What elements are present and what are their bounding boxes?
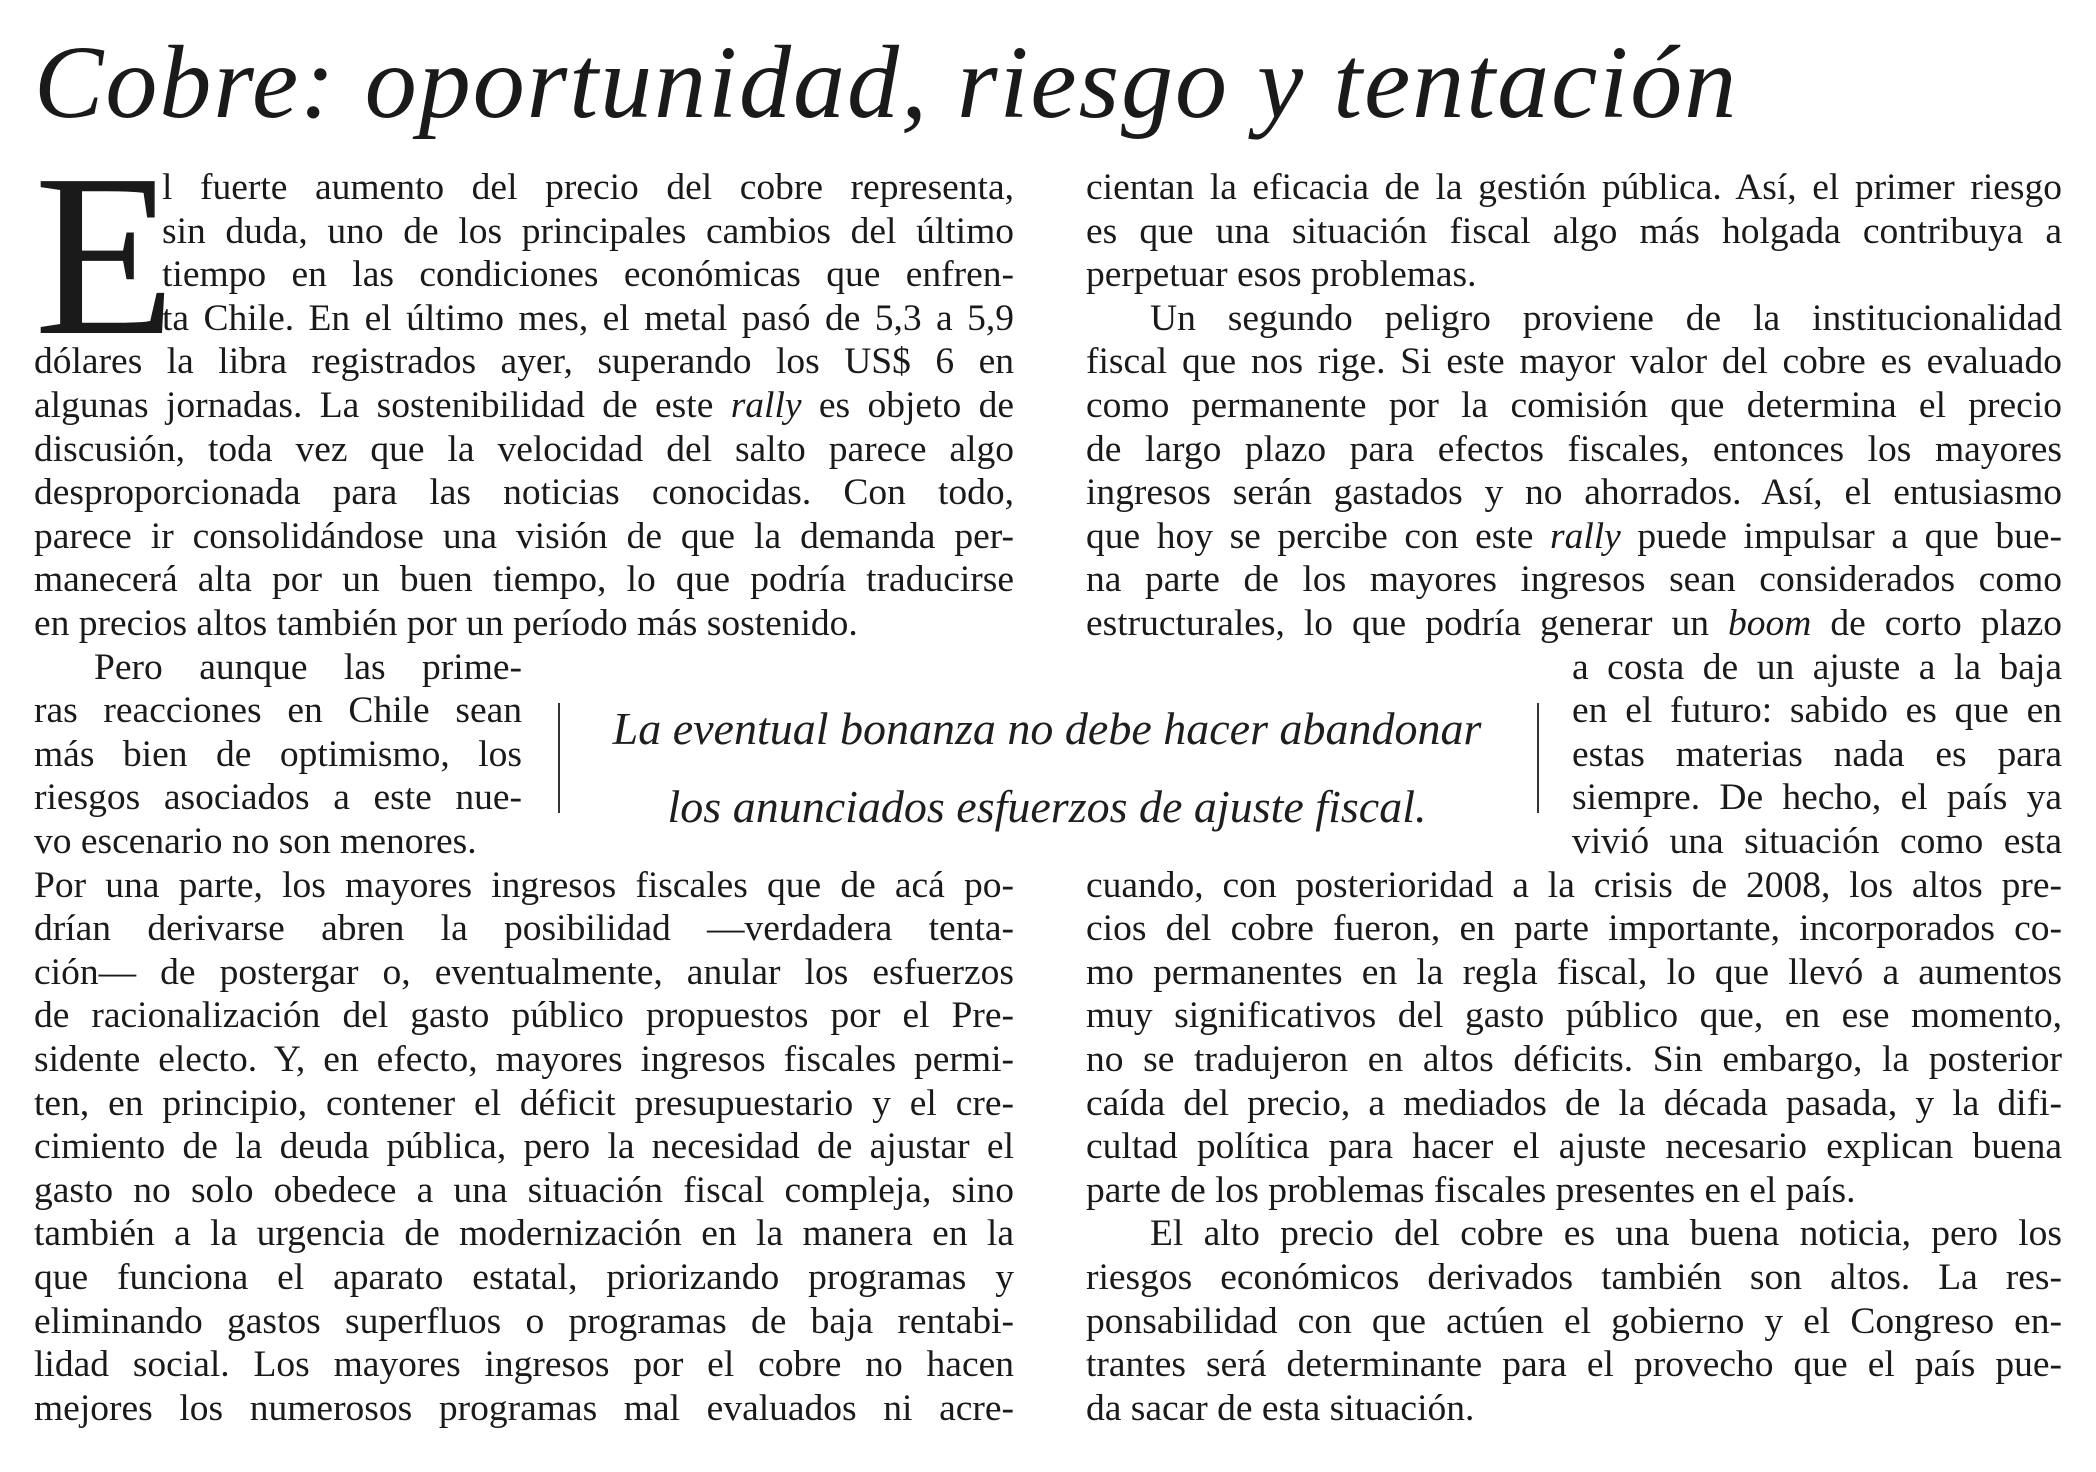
left-column-line-18: drían derivarse abren la posibilidad —verdadera tenta- (34, 908, 1014, 950)
right-column-line-21: no se tradujeron en altos déficits. Sin embargo, la posterior (1086, 1039, 2062, 1080)
left-column-line-20: de racionalización del gasto público propuestos por el Pre- (34, 995, 1014, 1037)
right-column-line-8: ingresos serán gastados y no ahorrados. Así, el entusiasmo (1086, 472, 2062, 514)
left-column-line-6: algunas jornadas. La sostenibilidad de este rally es objeto de (34, 385, 1014, 426)
left-column-line-27: eliminando gastos superfluos o programas de baja rentabi- (34, 1300, 1014, 1342)
left-column-line-19: ción— de postergar o, eventualmente, anular los esfuerzos (34, 951, 1014, 993)
left-column-line-17: Por una parte, los mayores ingresos fiscales que de acá po- (34, 864, 1014, 906)
pull-quote (562, 690, 1532, 846)
drop-cap: E (34, 127, 176, 384)
right-column-line-7: de largo plazo para efectos fiscales, entonces los mayores (1086, 428, 2062, 470)
right-column-line-18: cios del cobre fueron, en parte importante, incorporados co- (1086, 908, 2062, 950)
right-column-line-11: estructurales, lo que podría generar un boom de corto plazo (1086, 603, 2062, 644)
pull-quote-line-1: La eventual bonanza no debe hacer abandonar (612, 703, 1482, 754)
right-column-line-17: cuando, con posterioridad a la crisis de 2008, los altos pre- (1086, 864, 2062, 906)
right-column-line-15: siempre. De hecho, el país ya (1572, 777, 2062, 819)
left-column-line-14: más bien de optimismo, los (34, 733, 522, 775)
left-column-line-5: dólares la libra registrados ayer, superando los US$ 6 en (34, 341, 1014, 383)
right-column-line-5: fiscal que nos rige. Si este mayor valor del cobre es evaluado (1086, 341, 2062, 383)
left-column-line-3: tiempo en las condiciones económicas que enfren- (162, 254, 1014, 296)
right-column-line-26: riesgos económicos derivados también son altos. La res- (1086, 1257, 2062, 1298)
left-column-line-28: lidad social. Los mayores ingresos por el cobre no hacen (34, 1344, 1014, 1386)
right-column-line-23: cultad política para hacer el ajuste necesario explican buena (1086, 1126, 2062, 1168)
left-column-line-23: cimiento de la deuda pública, pero la necesidad de ajustar el (34, 1126, 1014, 1168)
left-column-line-24: gasto no solo obedece a una situación fiscal compleja, sino (34, 1169, 1014, 1211)
right-column-line-9: que hoy se percibe con este rally puede impulsar a que bue- (1086, 515, 2062, 557)
left-column-line-22: ten, en principio, contener el déficit presupuestario y el cre- (34, 1082, 1014, 1124)
left-column-line-29: mejores los numerosos programas mal evaluados ni acre- (34, 1387, 1014, 1429)
left-column-line-16: vo escenario no son menores. (34, 821, 477, 862)
left-column-line-8: desproporcionada para las noticias conocidas. Con todo, (34, 472, 1014, 514)
left-column-line-4: ta Chile. En el último mes, el metal pasó de 5,3 a 5,9 (162, 297, 1014, 339)
left-column-line-9: parece ir consolidándose una visión de que la demanda per- (34, 515, 1014, 557)
right-column-line-1: cientan la eficacia de la gestión pública. Así, el primer riesgo (1086, 167, 2062, 208)
left-column-line-15: riesgos asociados a este nue- (34, 777, 522, 819)
headline: Cobre: oportunidad, riesgo y tentación (34, 25, 1739, 140)
right-column-line-27: ponsabilidad con que actúen el gobierno y el Congreso en- (1086, 1300, 2062, 1342)
right-column-line-22: caída del precio, a mediados de la década pasada, y la difi- (1086, 1082, 2062, 1124)
right-column-line-20: muy significativos del gasto público que, en ese momento, (1086, 995, 2062, 1037)
right-column-line-16: vivió una situación como esta (1572, 821, 2062, 862)
right-column-line-25: El alto precio del cobre es una buena noticia, pero los (1150, 1213, 2062, 1255)
right-column-line-14: estas materias nada es para (1572, 733, 2062, 775)
left-column-line-26: que funciona el aparato estatal, priorizando programas y (34, 1257, 1014, 1298)
right-column-line-10: na parte de los mayores ingresos sean considerados como (1086, 559, 2062, 601)
left-column-line-12: Pero aunque las prime- (94, 646, 522, 688)
left-column-line-25: también a la urgencia de modernización en la manera en la (34, 1213, 1014, 1255)
pull-quote-line-2: los anunciados esfuerzos de ajuste fiscal. (667, 781, 1427, 832)
left-column-line-21: sidente electo. Y, en efecto, mayores ingresos fiscales permi- (34, 1039, 1014, 1080)
right-column-line-13: en el futuro: sabido es que en (1572, 690, 2062, 732)
left-column-line-11: en precios altos también por un período más sostenido. (34, 603, 858, 644)
pull-quote-rule-right (1537, 703, 1539, 813)
right-column-line-3: perpetuar esos problemas. (1086, 254, 1477, 296)
left-column-line-10: manecerá alta por un buen tiempo, lo que podría traducirse (34, 559, 1014, 601)
right-column-line-19: mo permanentes en la regla fiscal, lo que llevó a aumentos (1086, 951, 2062, 993)
left-column-line-2: sin duda, uno de los principales cambios del último (162, 210, 1014, 252)
right-column-line-28: trantes será determinante para el provecho que el país pue- (1086, 1344, 2062, 1386)
left-column-line-7: discusión, toda vez que la velocidad del salto parece algo (34, 428, 1014, 470)
pull-quote-rule-left (558, 703, 560, 813)
right-column-line-29: da sacar de esta situación. (1086, 1387, 1475, 1429)
left-column-line-13: ras reacciones en Chile sean (34, 690, 522, 732)
left-column-line-1: l fuerte aumento del precio del cobre representa, (162, 167, 1014, 208)
right-column-line-2: es que una situación fiscal algo más holgada contribuya a (1086, 210, 2062, 252)
right-column-line-4: Un segundo peligro proviene de la institucionalidad (1150, 297, 2062, 339)
right-column-line-6: como permanente por la comisión que determina el precio (1086, 385, 2062, 426)
right-column-line-24: parte de los problemas fiscales presentes en el país. (1086, 1169, 1856, 1211)
right-column-line-12: a costa de un ajuste a la baja (1572, 646, 2062, 688)
